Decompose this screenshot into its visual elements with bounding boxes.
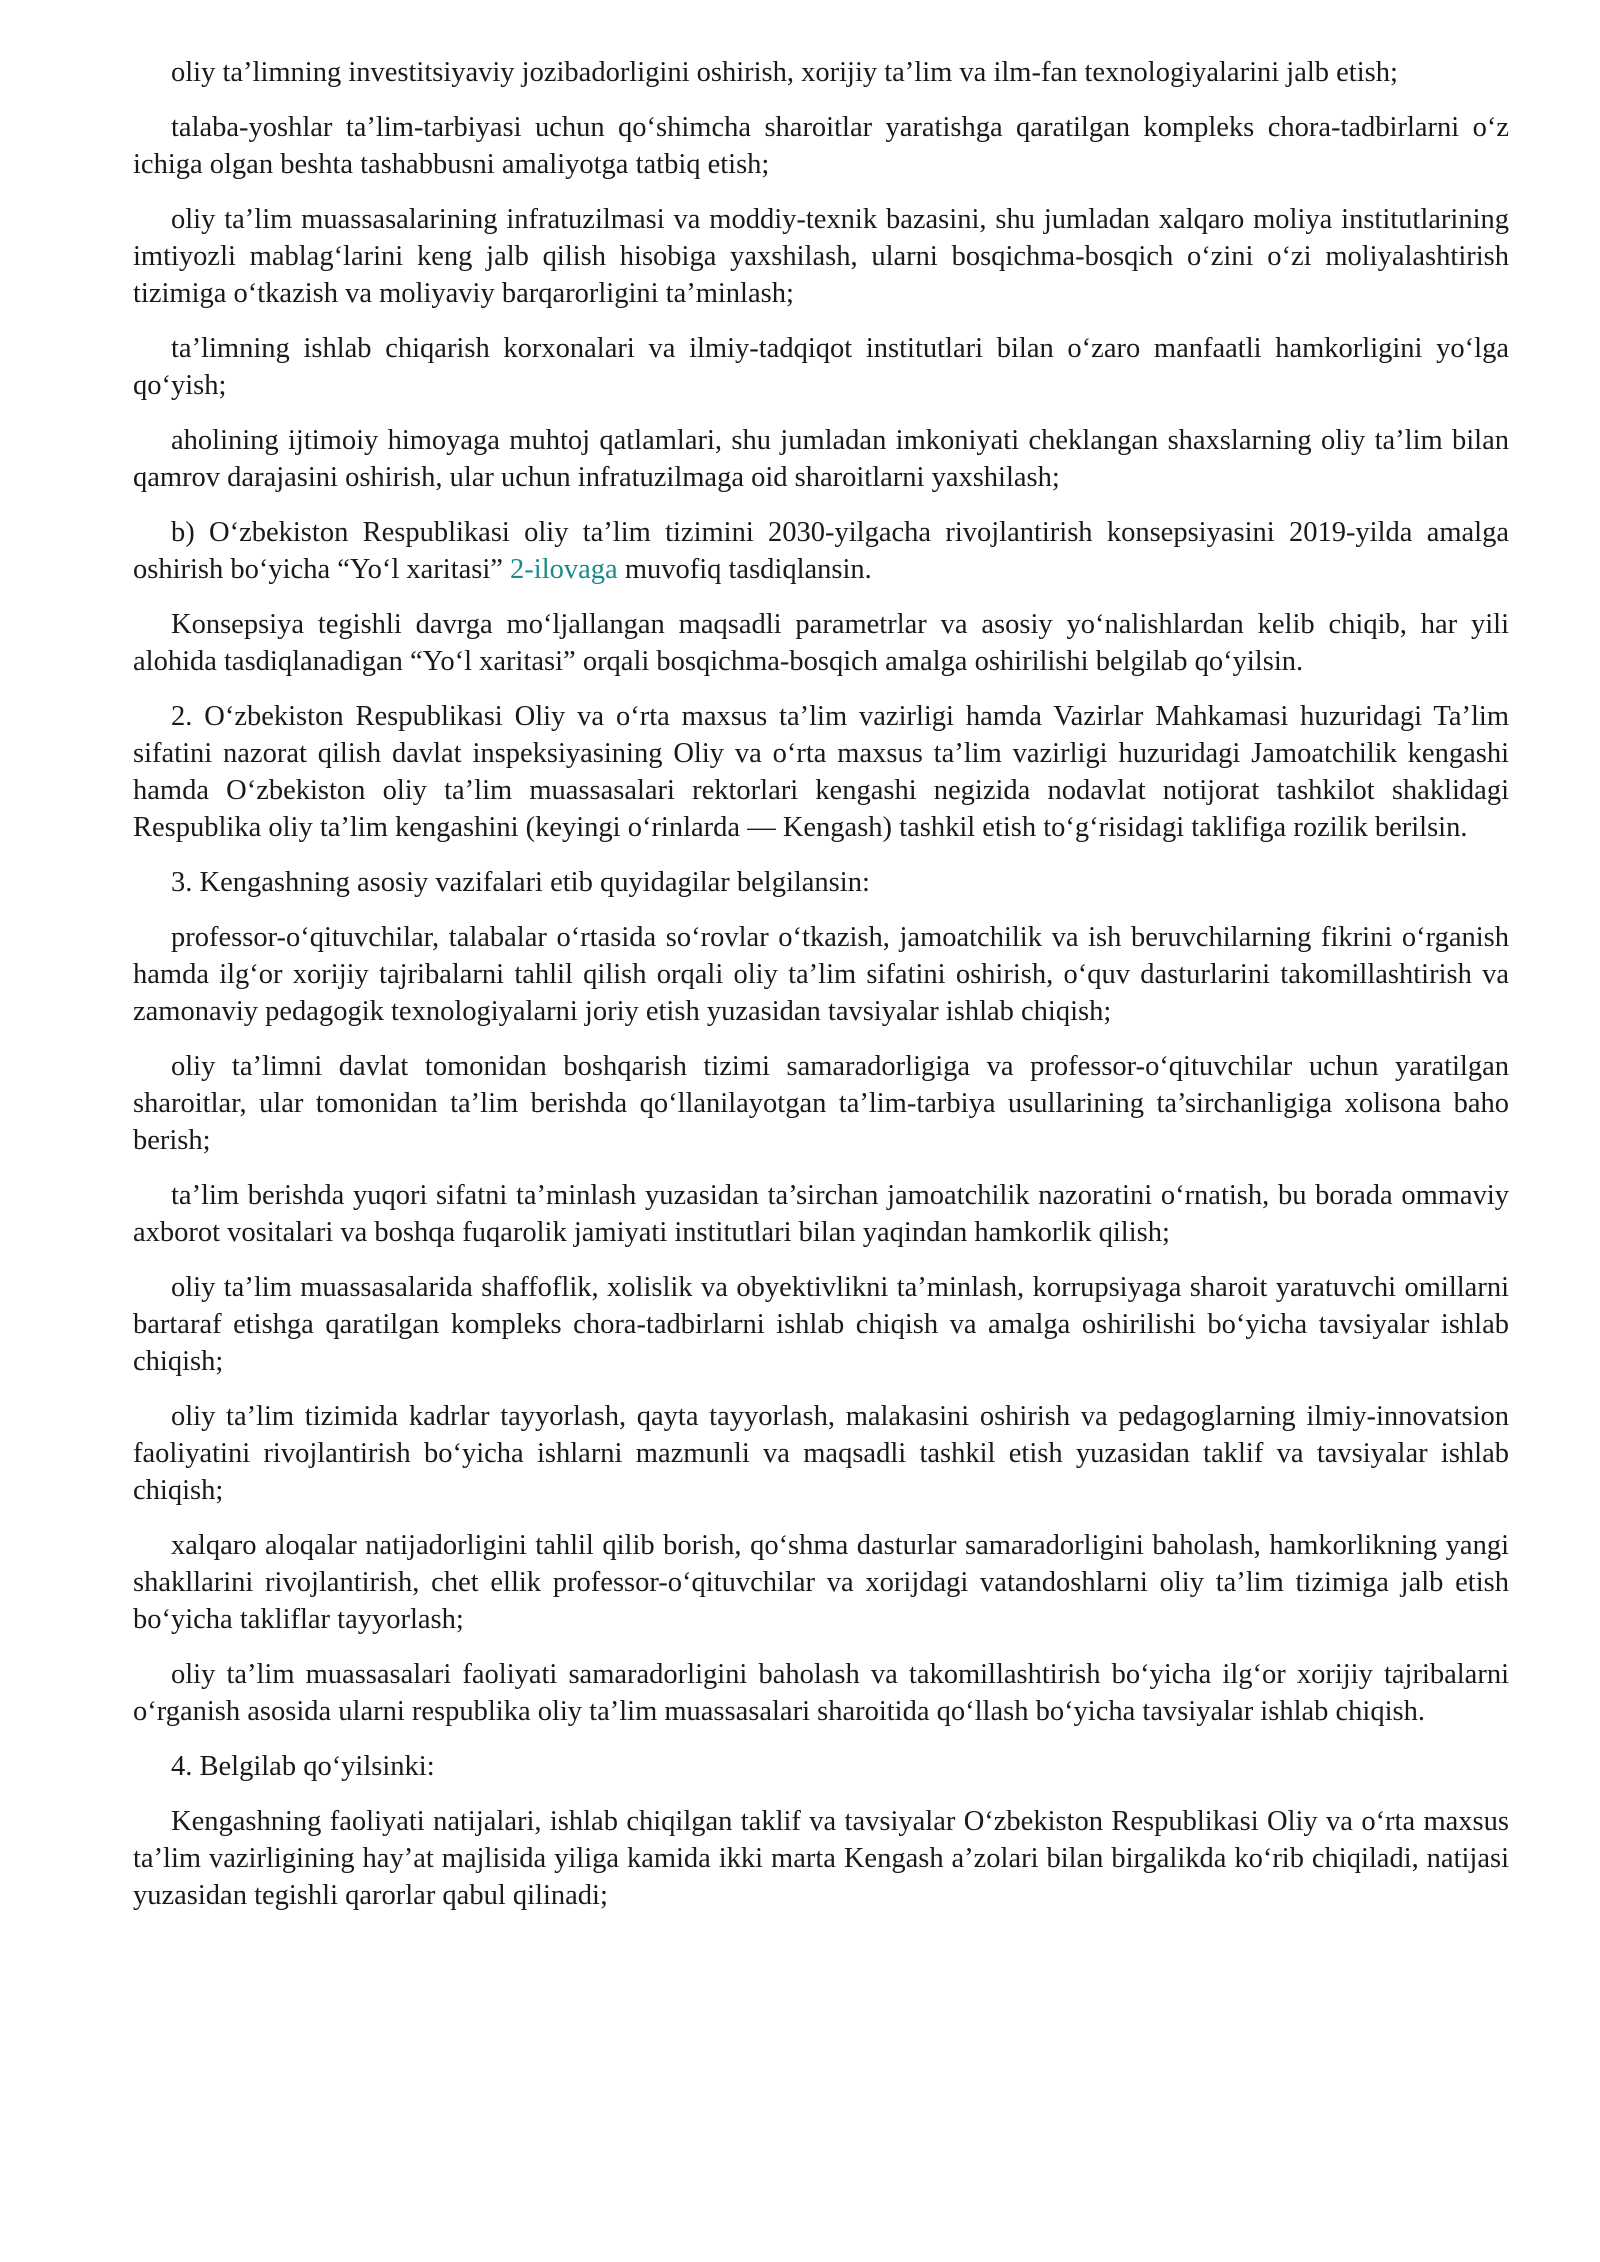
paragraph-council-results: Kengashning faoliyati natijalari, ishlab chiqilgan taklif va tavsiyalar O‘zbekiston Respublikasi Oliy va o‘rta maxsus ta’lim vazirligining hay’at majlisida yiligа kamida ikki marta Kengash a’zolari bilan birgalikda ko‘rib chiqiladi, natijasi yuzasidan tegishli qarorlar qabul qilinadi; <box>133 1806 1509 1911</box>
paragraph-item-4-heading: 4. Belgilab qo‘yilsinki: <box>171 1751 435 1782</box>
paragraph-item-2-council: 2. O‘zbekiston Respublikasi Oliy va o‘rta maxsus ta’lim vazirligi hamda Vazirlar Mahkamasi huzuridagi Ta’lim sifatini nazorat qilish davlat inspeksiyasining Oliy va o‘rta maxsus ta’lim vazirligi huzuridagi Jamoatchilik kengashi hamda O‘zbekiston oliy ta’lim muassasalari rektorlari kengashi negizida nodavlat notijorat tashkilot shaklidagi Respublika oliy ta’lim kengashini (keyingi o‘rinlarda — Kengash) tashkil etish to‘g‘risidagi taklifiga rozilik berilsin. <box>133 701 1509 843</box>
paragraph-item-3-heading: 3. Kengashning asosiy vazifalari etib quyidagilar belgilansin: <box>171 867 870 898</box>
paragraph-social-protection: aholining ijtimoiy himoyaga muhtoj qatlamlari, shu jumladan imkoniyati cheklangan shaxslarning oliy ta’lim bilan qamrov darajasini oshirish, ular uchun infratuzilmaga oid sharoitlarni yaxshilash; <box>133 425 1509 493</box>
paragraph-efficiency-evaluation: oliy ta’lim muassasalari faoliyati samaradorligini baholash va takomillashtirish bo‘yicha ilg‘or xorijiy tajribalarni o‘rganish asosida ularni respublika oliy ta’lim muassasalari sharoitida qo‘llash bo‘yicha tavsiyalar ishlab chiqish. <box>133 1659 1509 1727</box>
paragraph-management-assessment: oliy ta’limni davlat tomonidan boshqarish tizimi samaradorligiga va professor-o‘qituvchilar uchun yaratilgan sharoitlar, ular tomonidan ta’lim berishda qo‘llanilayotgan ta’lim-tarbiya usullarining ta’sirchanligiga xolisona baho berish; <box>133 1051 1509 1156</box>
paragraph-infrastructure: oliy ta’lim muassasalarining infratuzilmasi va moddiy-texnik bazasini, shu jumladan xalqaro moliya institutlarining imtiyozli mablag‘larini keng jalb qilish hisobiga yaxshilash, ularni bosqichma-bosqich o‘zini o‘zi moliyalashtirish tizimiga o‘tkazish va moliyaviy barqarorligini ta’minlash; <box>133 204 1509 309</box>
paragraph-roadmap-approval <box>133 514 1509 588</box>
appendix-2-link[interactable]: 2-ilovaga <box>510 554 618 585</box>
paragraph-student-initiatives: talaba-yoshlar ta’lim-tarbiyasi uchun qo‘shimcha sharoitlar yaratishga qaratilgan kompleks chora-tadbirlarni o‘z ichiga olgan beshta tashabbusni amaliyotga tatbiq etish; <box>133 112 1509 180</box>
paragraph-transparency: oliy ta’lim muassasalarida shaffoflik, xolislik va obyektivlikni ta’minlash, korrupsiyaga sharoit yaratuvchi omillarni bartaraf etishga qaratilgan kompleks chora-tadbirlarni ishlab chiqish va amalga oshirilishi bo‘yicha tavsiyalar ishlab chiqish; <box>133 1272 1509 1377</box>
paragraph-public-oversight: ta’lim berishda yuqori sifatni ta’minlash yuzasidan ta’sirchan jamoatchilik nazoratini o‘rnatish, bu borada ommaviy axborot vositalari va boshqa fuqarolik jamiyati institutlari bilan yaqindan hamkorlik qilish; <box>133 1180 1509 1248</box>
paragraph-roadmap-text-before: b) O‘zbekiston Respublikasi oliy ta’lim tizimini 2030-yilgacha rivojlantirish konsepsiyasini 2019-yilda amalga oshirish bo‘yicha “Yo‘l xaritasi” <box>133 517 1509 585</box>
paragraph-surveys-recommendations: professor-o‘qituvchilar, talabalar o‘rtasida so‘rovlar o‘tkazish, jamoatchilik va ish beruvchilarning fikrini o‘rganish hamda ilg‘or xorijiy tajribalarni tahlil qilish orqali oliy ta’lim sifatini oshirish, o‘quv dasturlarini takomillashtirish va zamonaviy pedagogik texnologiyalarni joriy etish yuzasidan tavsiyalar ishlab chiqish; <box>133 922 1509 1027</box>
paragraph-international-relations: xalqaro aloqalar natijadorligini tahlil qilib borish, qo‘shma dasturlar samaradorligini baholash, hamkorlikning yangi shakllarini rivojlantirish, chet ellik professor-o‘qituvchilar va xorijdagi vatandoshlarni oliy ta’lim tizimiga jalb etish bo‘yicha takliflar tayyorlash; <box>133 1530 1509 1635</box>
paragraph-industry-cooperation: ta’limning ishlab chiqarish korxonalari va ilmiy-tadqiqot institutlari bilan o‘zaro manfaatli hamkorligini yo‘lga qo‘yish; <box>133 333 1509 401</box>
paragraph-concept-implementation: Konsepsiya tegishli davrga mo‘ljallangan maqsadli parametrlar va asosiy yo‘nalishlardan kelib chiqib, har yili alohida tasdiqlanadigan “Yo‘l xaritasi” orqali bosqichma-bosqich amalga oshirilishi belgilab qo‘yilsin. <box>133 609 1509 677</box>
document-page <box>133 54 1509 1914</box>
paragraph-roadmap-text-after: muvofiq tasdiqlansin. <box>617 554 872 585</box>
paragraph-investment-attractiveness: oliy ta’limning investitsiyaviy jozibadorligini oshirish, xorijiy ta’lim va ilm-fan texnologiyalarini jalb etish; <box>171 57 1398 88</box>
paragraph-staff-training: oliy ta’lim tizimida kadrlar tayyorlash, qayta tayyorlash, malakasini oshirish va pedagoglarning ilmiy-innovatsion faoliyatini rivojlantirish bo‘yicha ishlarni mazmunli va maqsadli tashkil etish yuzasidan taklif va tavsiyalar ishlab chiqish; <box>133 1401 1509 1506</box>
